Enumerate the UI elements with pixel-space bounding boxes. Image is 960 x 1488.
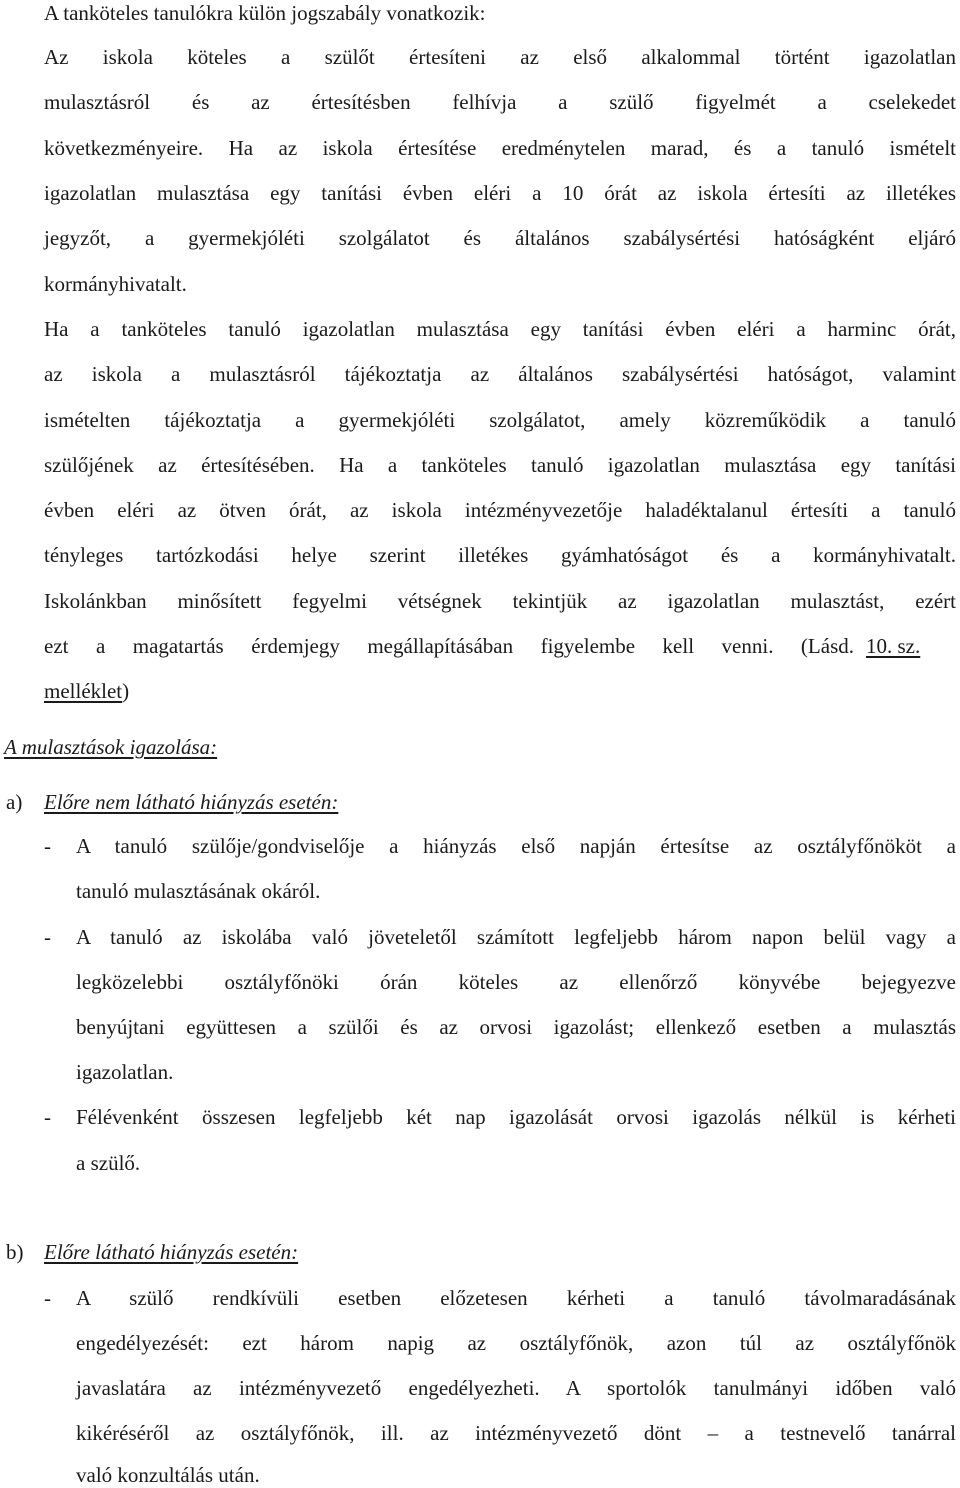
appendix-reference-link[interactable]: 10. sz. <box>866 634 921 658</box>
section-a-bullet-2-line-3: benyújtani együttesen a szülői és az orvosi igazolást; ellenkező esetben a mulasztás <box>76 1015 956 1039</box>
section-a-bullet-2-line-2: legközelebbi osztályfőnöki órán köteles az ellenőrző könyvébe bejegyezve <box>76 970 956 994</box>
section-b-bullet-1-line-4: kikéréséről az osztályfőnök, ill. az intézményvezető dönt – a testnevelő tanárral <box>76 1421 956 1445</box>
paragraph-1-line-1: A tanköteles tanulókra külön jogszabály vonatkozik: <box>44 1 486 25</box>
section-a-bullet-3-line-1: Félévenként összesen legfeljebb két nap igazolását orvosi igazolás nélkül is kérheti <box>76 1105 956 1129</box>
section-title: A mulasztások igazolása: <box>4 735 218 759</box>
section-b-title: Előre látható hiányzás esetén: <box>44 1240 299 1264</box>
paragraph-2-line-3: ismételten tájékoztatja a gyermekjóléti szolgálatot, amely közreműködik a tanuló <box>44 408 956 432</box>
bullet-dash: - <box>44 1286 51 1310</box>
section-a-bullet-1-line-1: A tanuló szülője/gondviselője a hiányzás első napján értesítse az osztályfőnököt a <box>76 834 956 858</box>
section-b-bullet-1-line-3: javaslatára az intézményvezető engedélyezheti. A sportolók tanulmányi időben való <box>76 1376 956 1400</box>
section-b-bullet-1-line-2: engedélyezését: ezt három napig az osztályfőnök, azon túl az osztályfőnök <box>76 1331 956 1355</box>
section-a-bullet-2-line-1: A tanuló az iskolába való jöveteletől számított legfeljebb három napon belül vagy a <box>76 925 956 949</box>
paragraph-2-line-2: az iskola a mulasztásról tájékoztatja az általános szabálysértési hatóságot, valamint <box>44 362 956 386</box>
paragraph-1-line-5: igazolatlan mulasztása egy tanítási évben eléri a 10 órát az iskola értesíti az illetékes <box>44 181 956 205</box>
paragraph-2-line-5: évben eléri az ötven órát, az iskola intézményvezetője haladéktalanul értesíti a tanuló <box>44 498 956 522</box>
paragraph-2-line-8 <box>44 633 956 659</box>
closing-parenthesis: ) <box>122 679 130 703</box>
paragraph-2-line-6: tényleges tartózkodási helye szerint illetékes gyámhatóságot és a kormányhivatalt. <box>44 543 956 567</box>
bullet-dash: - <box>44 1105 51 1129</box>
section-a-bullet-3-line-2: a szülő. <box>76 1151 141 1175</box>
section-b-bullet-1-line-1: A szülő rendkívüli esetben előzetesen kérheti a tanuló távolmaradásának <box>76 1286 956 1310</box>
paragraph-1-line-4: következményeire. Ha az iskola értesítése eredménytelen marad, és a tanuló ismételt <box>44 136 956 160</box>
bullet-dash: - <box>44 834 51 858</box>
paragraph-1-line-7: kormányhivatalt. <box>44 272 187 296</box>
section-b-bullet-1-line-5: való konzultálás után. <box>76 1463 260 1487</box>
paragraph-2-line-7: Iskolánkban minősített fegyelmi vétségnek tekintjük az igazolatlan mulasztást, ezért <box>44 589 956 613</box>
paragraph-2-line-8-text: ezt a magatartás érdemjegy megállapításában figyelembe kell venni. (Lásd. <box>44 634 854 658</box>
section-a-bullet-2-line-4: igazolatlan. <box>76 1060 174 1084</box>
section-a-marker: a) <box>6 790 23 814</box>
bullet-dash: - <box>44 925 51 949</box>
paragraph-1-line-3: mulasztásról és az értesítésben felhívja a szülő figyelmét a cselekedet <box>44 90 956 114</box>
paragraph-1-line-6: jegyzőt, a gyermekjóléti szolgálatot és általános szabálysértési hatóságként eljáró <box>44 226 956 250</box>
paragraph-2-line-4: szülőjének az értesítésében. Ha a tanköteles tanuló igazolatlan mulasztása egy tanítási <box>44 453 956 477</box>
paragraph-2-line-9 <box>44 678 956 704</box>
section-a-bullet-1-line-2: tanuló mulasztásának okáról. <box>76 879 321 903</box>
appendix-reference-link-continued[interactable]: melléklet <box>44 679 123 703</box>
paragraph-2-line-1: Ha a tanköteles tanuló igazolatlan mulasztása egy tanítási évben eléri a harminc órát, <box>44 317 956 341</box>
section-b-marker: b) <box>6 1240 24 1264</box>
paragraph-1-line-2: Az iskola köteles a szülőt értesíteni az első alkalommal történt igazolatlan <box>44 45 956 69</box>
section-a-title: Előre nem látható hiányzás esetén: <box>44 790 339 814</box>
